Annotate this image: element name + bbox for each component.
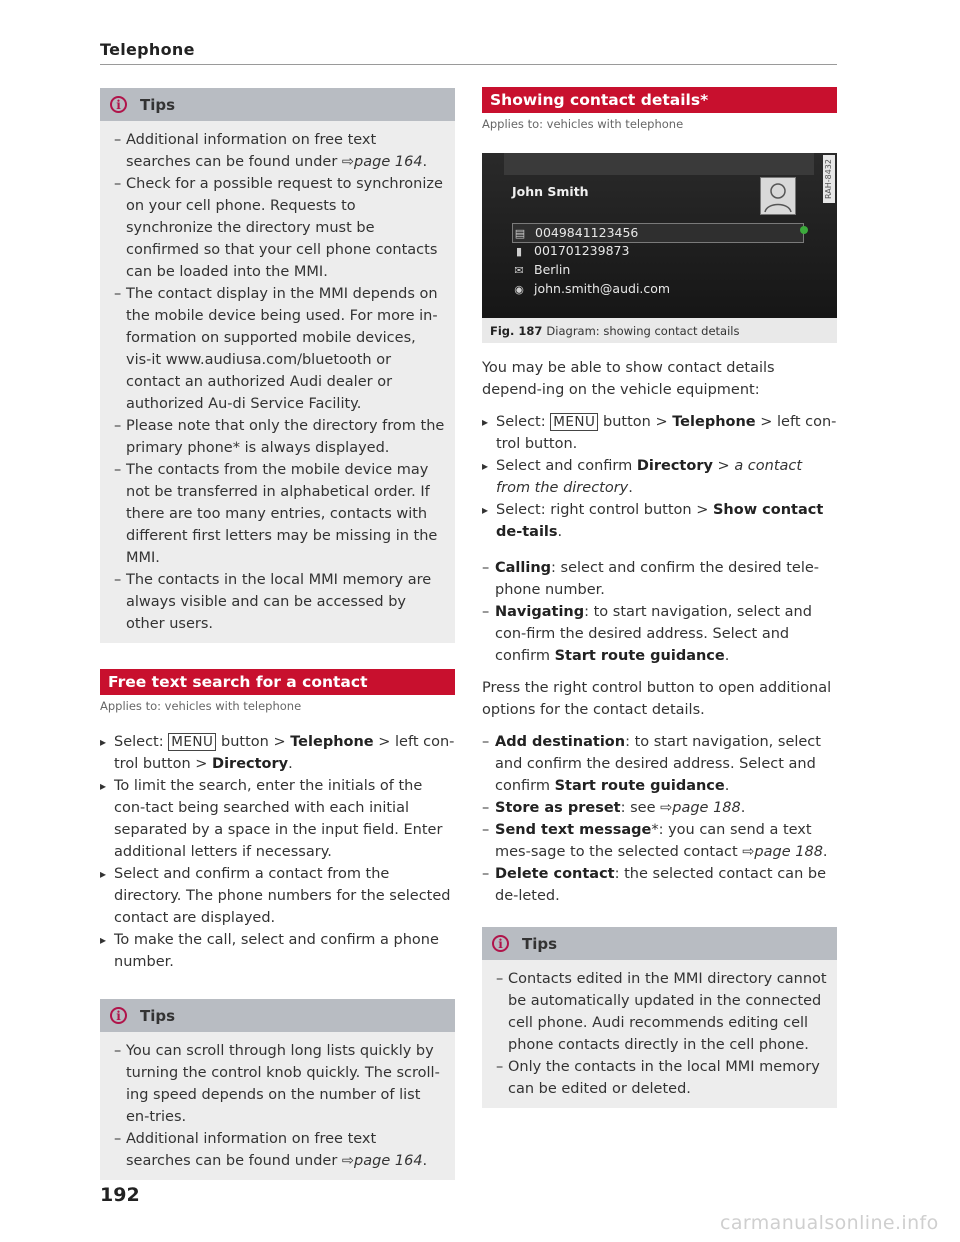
page-reference[interactable]: page 164 <box>354 154 423 170</box>
watermark: carmanualsonline.info <box>720 1212 939 1234</box>
info-icon: i <box>110 1007 127 1024</box>
page-ref-arrow-icon: ⇨ <box>341 1153 355 1169</box>
step-item: ▸ Select and confirm a contact from the directory. The phone numbers for the selected contact are displayed. <box>100 863 455 929</box>
intro-paragraph: You may be able to show contact details depend-ing on the vehicle equipment: <box>482 360 775 398</box>
tips-box <box>482 927 837 1108</box>
contact-row-email[interactable]: ◉ john.smith@audi.com <box>512 280 812 298</box>
tips-header <box>100 999 455 1032</box>
option-list <box>482 557 837 667</box>
left-column <box>100 88 455 1180</box>
figure-caption: Fig. 187 Diagram: showing contact details <box>482 318 837 343</box>
option-item: – Add destination: to start navigation, select and confirm the desired address. Select and confirm Start route guidance. <box>482 731 837 797</box>
option-item: – Calling: select and confirm the desired tele-phone number. <box>482 557 837 601</box>
option-item: – Send text message*: you can send a text mes-sage to the selected contact ⇨page 188. <box>482 819 837 863</box>
tips-item: – The contact display in the MMI depends on the mobile device being used. For more in-formation on supported mobile devices, vis-it www.audiusa.com/bluetooth or contact an authorized Audi dealer or authorized Au-di Service Facility. <box>114 283 445 415</box>
tips-item: – Additional information on free text searches can be found under ⇨page 164. <box>114 129 445 173</box>
step-item: ▸ Select and confirm Directory > a contact from the directory. <box>482 455 837 499</box>
tips-item: – The contacts in the local MMI memory are always visible and can be accessed by other users. <box>114 569 445 635</box>
page-ref-arrow-icon: ⇨ <box>742 844 755 860</box>
mobile-phone-icon: ▮ <box>515 245 523 258</box>
contact-name: John Smith <box>512 184 589 199</box>
tips-box <box>100 999 455 1180</box>
menu-key: MENU <box>550 413 598 431</box>
step-item: ▸ Select: MENU button > Telephone > left con-trol button > Directory. <box>100 731 455 775</box>
option-list <box>482 731 837 907</box>
info-icon: i <box>492 935 509 952</box>
option-item: – Store as preset: see ⇨page 188. <box>482 797 837 819</box>
page-reference[interactable]: page 164 <box>354 1153 423 1169</box>
page-ref-arrow-icon: ⇨ <box>660 800 673 816</box>
tips-list <box>482 960 837 1108</box>
step-item: ▸ To limit the search, enter the initials of the con-tact being searched with each initial separated by a space in the input field. Enter additional letters if necessary. <box>100 775 455 863</box>
mmi-contact-screen-figure <box>482 153 837 318</box>
applies-to-note: Applies to: vehicles with telephone <box>482 117 684 131</box>
page-number: 192 <box>100 1184 140 1206</box>
tips-list <box>100 1032 455 1180</box>
address-icon: ✉ <box>514 264 524 277</box>
section-heading: Showing contact details* <box>482 87 837 113</box>
applies-to-note: Applies to: vehicles with telephone <box>100 699 302 713</box>
page-reference[interactable]: page 188 <box>672 800 741 816</box>
step-list <box>100 731 455 973</box>
email-icon: ◉ <box>514 283 524 296</box>
phone-icon: ▤ <box>514 227 526 240</box>
page-ref-arrow-icon: ⇨ <box>341 154 355 170</box>
avatar <box>760 177 796 215</box>
tips-item: – Please note that only the directory from the primary phone* is always displayed. <box>114 415 445 459</box>
contact-row-mobile[interactable]: ▮ 001701239873 <box>512 242 812 260</box>
tips-item: – Contacts edited in the MMI directory cannot be automatically updated in the connected cell phone. Audi recommends editing cell phone contacts directly in the cell phone. <box>496 968 827 1056</box>
tips-item: – Only the contacts in the local MMI memory can be edited or deleted. <box>496 1056 827 1100</box>
selected-indicator-icon <box>800 226 808 234</box>
tips-title: Tips <box>140 1006 176 1025</box>
tips-item: – Check for a possible request to synchronize on your cell phone. Requests to synchronize the directory must be confirmed so that your cell phone contacts can be loaded into the MMI. <box>114 173 445 283</box>
option-item: – Navigating: to start navigation, select and con-firm the desired address. Select and confirm Start route guidance. <box>482 601 837 667</box>
contact-row-address[interactable]: ✉ Berlin <box>512 261 812 279</box>
tips-title: Tips <box>522 934 558 953</box>
screen-top-bar <box>504 153 814 175</box>
options-paragraph: Press the right control button to open additional options for the contact details. <box>482 680 832 718</box>
figure-code: RAH-8432 <box>823 155 835 203</box>
step-item: ▸ Select: right control button > Show contact de-tails. <box>482 499 837 543</box>
header-divider <box>100 64 837 65</box>
step-item: ▸ Select: MENU button > Telephone > left con-trol button. <box>482 411 837 455</box>
section-heading: Free text search for a contact <box>100 669 455 695</box>
tips-box <box>100 88 455 643</box>
step-item: ▸ To make the call, select and confirm a phone number. <box>100 929 455 973</box>
page-header-title: Telephone <box>100 40 195 59</box>
tips-header <box>482 927 837 960</box>
tips-title: Tips <box>140 95 176 114</box>
page-reference[interactable]: page 188 <box>754 844 823 860</box>
tips-item: – The contacts from the mobile device may not be transferred in alphabetical order. If there are too many entries, contacts with different first letters may be missing in the MMI. <box>114 459 445 569</box>
tips-item: – You can scroll through long lists quickly by turning the control knob quickly. The scroll-ing speed depends on the number of list en-tries. <box>114 1040 445 1128</box>
menu-key: MENU <box>168 733 216 751</box>
tips-header <box>100 88 455 121</box>
contact-row-phone[interactable]: ▤ 0049841123456 <box>512 223 804 243</box>
tips-list <box>100 121 455 643</box>
right-column <box>482 87 837 1108</box>
option-item: – Delete contact: the selected contact can be de-leted. <box>482 863 837 907</box>
info-icon: i <box>110 96 127 113</box>
tips-item: – Additional information on free text searches can be found under ⇨page 164. <box>114 1128 445 1172</box>
step-list <box>482 411 837 543</box>
